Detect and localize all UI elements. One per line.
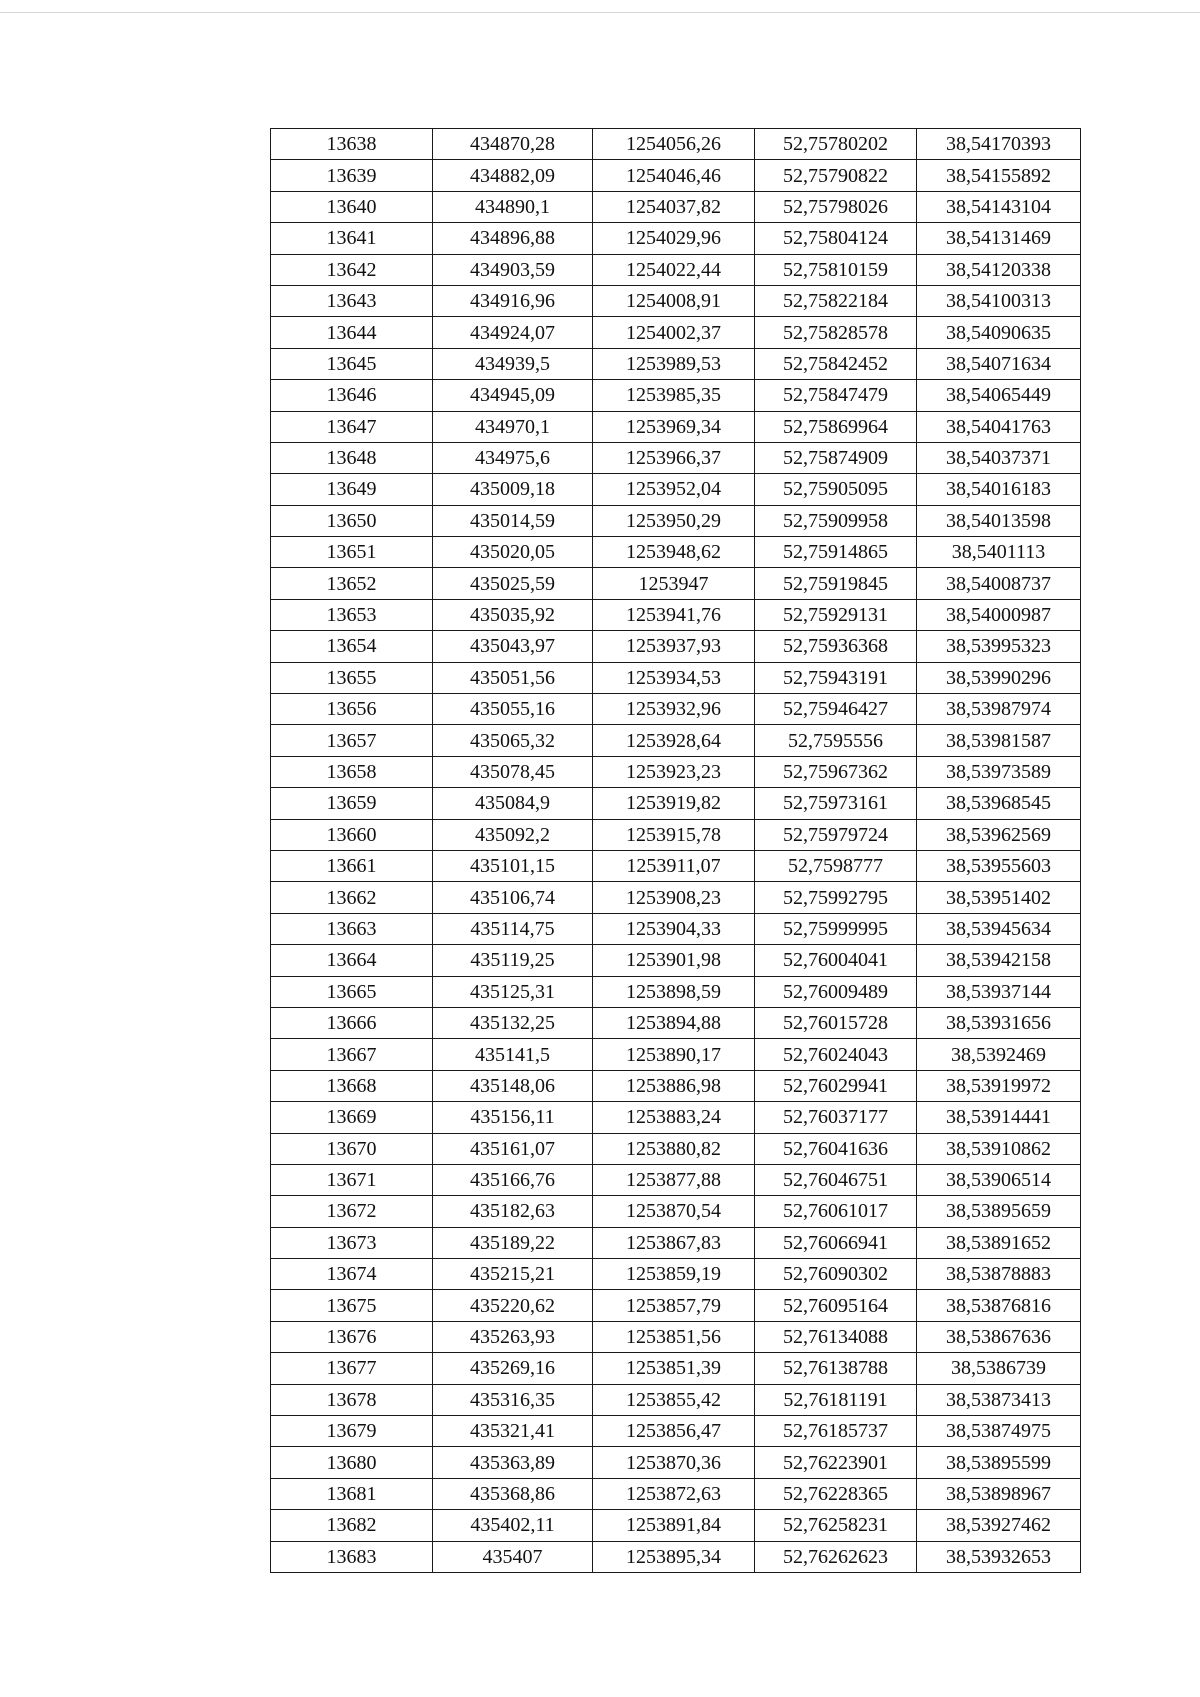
point-number-cell: 13680	[271, 1447, 433, 1478]
longitude-cell: 38,53895599	[917, 1447, 1081, 1478]
latitude-cell: 52,75914865	[755, 537, 917, 568]
y-coordinate-cell: 1253870,54	[593, 1196, 755, 1227]
point-number-cell: 13668	[271, 1070, 433, 1101]
table-row	[271, 1007, 1081, 1038]
x-coordinate-cell: 435263,93	[433, 1321, 593, 1352]
table-row	[271, 694, 1081, 725]
point-number-cell: 13653	[271, 599, 433, 630]
x-coordinate-cell: 435119,25	[433, 945, 593, 976]
point-number-cell: 13683	[271, 1541, 433, 1572]
longitude-cell: 38,54120338	[917, 254, 1081, 285]
point-number-cell: 13679	[271, 1416, 433, 1447]
table-row	[271, 756, 1081, 787]
x-coordinate-cell: 435402,11	[433, 1510, 593, 1541]
y-coordinate-cell: 1253856,47	[593, 1416, 755, 1447]
latitude-cell: 52,76262623	[755, 1541, 917, 1572]
x-coordinate-cell: 435114,75	[433, 913, 593, 944]
scan-edge-line	[0, 12, 1200, 13]
table-row	[271, 1196, 1081, 1227]
latitude-cell: 52,75798026	[755, 191, 917, 222]
table-row	[271, 913, 1081, 944]
longitude-cell: 38,54100313	[917, 285, 1081, 316]
coordinates-table-body	[271, 129, 1081, 1573]
x-coordinate-cell: 435141,5	[433, 1039, 593, 1070]
longitude-cell: 38,53981587	[917, 725, 1081, 756]
table-row	[271, 599, 1081, 630]
latitude-cell: 52,75810159	[755, 254, 917, 285]
y-coordinate-cell: 1253923,23	[593, 756, 755, 787]
table-row	[271, 662, 1081, 693]
x-coordinate-cell: 434970,1	[433, 411, 593, 442]
x-coordinate-cell: 435161,07	[433, 1133, 593, 1164]
latitude-cell: 52,75909958	[755, 505, 917, 536]
point-number-cell: 13672	[271, 1196, 433, 1227]
latitude-cell: 52,75936368	[755, 631, 917, 662]
y-coordinate-cell: 1254046,46	[593, 160, 755, 191]
x-coordinate-cell: 435189,22	[433, 1227, 593, 1258]
latitude-cell: 52,76228365	[755, 1478, 917, 1509]
table-row	[271, 1353, 1081, 1384]
latitude-cell: 52,76134088	[755, 1321, 917, 1352]
point-number-cell: 13655	[271, 662, 433, 693]
point-number-cell: 13646	[271, 380, 433, 411]
y-coordinate-cell: 1253901,98	[593, 945, 755, 976]
latitude-cell: 52,75929131	[755, 599, 917, 630]
y-coordinate-cell: 1253872,63	[593, 1478, 755, 1509]
latitude-cell: 52,75967362	[755, 756, 917, 787]
table-row	[271, 191, 1081, 222]
point-number-cell: 13675	[271, 1290, 433, 1321]
point-number-cell: 13647	[271, 411, 433, 442]
longitude-cell: 38,53910862	[917, 1133, 1081, 1164]
longitude-cell: 38,54131469	[917, 223, 1081, 254]
table-row	[271, 411, 1081, 442]
longitude-cell: 38,53990296	[917, 662, 1081, 693]
x-coordinate-cell: 434882,09	[433, 160, 593, 191]
latitude-cell: 52,75780202	[755, 129, 917, 160]
y-coordinate-cell: 1253989,53	[593, 348, 755, 379]
latitude-cell: 52,76185737	[755, 1416, 917, 1447]
table-row	[271, 1070, 1081, 1101]
x-coordinate-cell: 434903,59	[433, 254, 593, 285]
x-coordinate-cell: 434924,07	[433, 317, 593, 348]
y-coordinate-cell: 1254029,96	[593, 223, 755, 254]
point-number-cell: 13652	[271, 568, 433, 599]
longitude-cell: 38,54065449	[917, 380, 1081, 411]
latitude-cell: 52,75992795	[755, 882, 917, 913]
longitude-cell: 38,53942158	[917, 945, 1081, 976]
x-coordinate-cell: 435101,15	[433, 850, 593, 881]
table-row	[271, 1416, 1081, 1447]
table-row	[271, 1384, 1081, 1415]
point-number-cell: 13676	[271, 1321, 433, 1352]
table-row	[271, 537, 1081, 568]
longitude-cell: 38,53937144	[917, 976, 1081, 1007]
x-coordinate-cell: 435407	[433, 1541, 593, 1572]
x-coordinate-cell: 435078,45	[433, 756, 593, 787]
point-number-cell: 13650	[271, 505, 433, 536]
y-coordinate-cell: 1253928,64	[593, 725, 755, 756]
latitude-cell: 52,76024043	[755, 1039, 917, 1070]
y-coordinate-cell: 1254037,82	[593, 191, 755, 222]
x-coordinate-cell: 435316,35	[433, 1384, 593, 1415]
longitude-cell: 38,54008737	[917, 568, 1081, 599]
x-coordinate-cell: 434896,88	[433, 223, 593, 254]
latitude-cell: 52,76061017	[755, 1196, 917, 1227]
y-coordinate-cell: 1253886,98	[593, 1070, 755, 1101]
table-row	[271, 945, 1081, 976]
y-coordinate-cell: 1253919,82	[593, 788, 755, 819]
table-row	[271, 380, 1081, 411]
point-number-cell: 13673	[271, 1227, 433, 1258]
y-coordinate-cell: 1253883,24	[593, 1102, 755, 1133]
point-number-cell: 13645	[271, 348, 433, 379]
longitude-cell: 38,53914441	[917, 1102, 1081, 1133]
y-coordinate-cell: 1253857,79	[593, 1290, 755, 1321]
point-number-cell: 13640	[271, 191, 433, 222]
coordinates-table	[270, 128, 1081, 1573]
x-coordinate-cell: 435215,21	[433, 1259, 593, 1290]
y-coordinate-cell: 1253911,07	[593, 850, 755, 881]
y-coordinate-cell: 1253915,78	[593, 819, 755, 850]
latitude-cell: 52,75828578	[755, 317, 917, 348]
table-row	[271, 1133, 1081, 1164]
table-row	[271, 568, 1081, 599]
latitude-cell: 52,76029941	[755, 1070, 917, 1101]
table-row	[271, 882, 1081, 913]
latitude-cell: 52,75999995	[755, 913, 917, 944]
latitude-cell: 52,7598777	[755, 850, 917, 881]
point-number-cell: 13666	[271, 1007, 433, 1038]
latitude-cell: 52,75943191	[755, 662, 917, 693]
x-coordinate-cell: 434870,28	[433, 129, 593, 160]
longitude-cell: 38,53968545	[917, 788, 1081, 819]
point-number-cell: 13659	[271, 788, 433, 819]
longitude-cell: 38,53919972	[917, 1070, 1081, 1101]
point-number-cell: 13641	[271, 223, 433, 254]
longitude-cell: 38,54155892	[917, 160, 1081, 191]
longitude-cell: 38,54090635	[917, 317, 1081, 348]
table-row	[271, 1227, 1081, 1258]
latitude-cell: 52,75804124	[755, 223, 917, 254]
point-number-cell: 13654	[271, 631, 433, 662]
x-coordinate-cell: 435321,41	[433, 1416, 593, 1447]
latitude-cell: 52,75979724	[755, 819, 917, 850]
y-coordinate-cell: 1254002,37	[593, 317, 755, 348]
point-number-cell: 13662	[271, 882, 433, 913]
latitude-cell: 52,76041636	[755, 1133, 917, 1164]
longitude-cell: 38,53876816	[917, 1290, 1081, 1321]
point-number-cell: 13658	[271, 756, 433, 787]
x-coordinate-cell: 435065,32	[433, 725, 593, 756]
longitude-cell: 38,53951402	[917, 882, 1081, 913]
point-number-cell: 13651	[271, 537, 433, 568]
point-number-cell: 13670	[271, 1133, 433, 1164]
y-coordinate-cell: 1253948,62	[593, 537, 755, 568]
x-coordinate-cell: 435051,56	[433, 662, 593, 693]
longitude-cell: 38,53955603	[917, 850, 1081, 881]
table-row	[271, 725, 1081, 756]
longitude-cell: 38,53891652	[917, 1227, 1081, 1258]
table-row	[271, 160, 1081, 191]
longitude-cell: 38,53895659	[917, 1196, 1081, 1227]
x-coordinate-cell: 435148,06	[433, 1070, 593, 1101]
table-row	[271, 1321, 1081, 1352]
point-number-cell: 13667	[271, 1039, 433, 1070]
y-coordinate-cell: 1253969,34	[593, 411, 755, 442]
y-coordinate-cell: 1253890,17	[593, 1039, 755, 1070]
table-row	[271, 474, 1081, 505]
x-coordinate-cell: 435092,2	[433, 819, 593, 850]
table-row	[271, 631, 1081, 662]
point-number-cell: 13674	[271, 1259, 433, 1290]
latitude-cell: 52,75874909	[755, 442, 917, 473]
y-coordinate-cell: 1253966,37	[593, 442, 755, 473]
x-coordinate-cell: 434945,09	[433, 380, 593, 411]
table-row	[271, 1510, 1081, 1541]
table-row	[271, 1541, 1081, 1572]
y-coordinate-cell: 1254056,26	[593, 129, 755, 160]
latitude-cell: 52,76037177	[755, 1102, 917, 1133]
x-coordinate-cell: 434890,1	[433, 191, 593, 222]
table-row	[271, 317, 1081, 348]
latitude-cell: 52,76090302	[755, 1259, 917, 1290]
longitude-cell: 38,54037371	[917, 442, 1081, 473]
longitude-cell: 38,5386739	[917, 1353, 1081, 1384]
y-coordinate-cell: 1253932,96	[593, 694, 755, 725]
longitude-cell: 38,53898967	[917, 1478, 1081, 1509]
point-number-cell: 13664	[271, 945, 433, 976]
y-coordinate-cell: 1253891,84	[593, 1510, 755, 1541]
y-coordinate-cell: 1253904,33	[593, 913, 755, 944]
y-coordinate-cell: 1253937,93	[593, 631, 755, 662]
latitude-cell: 52,7595556	[755, 725, 917, 756]
point-number-cell: 13660	[271, 819, 433, 850]
longitude-cell: 38,53873413	[917, 1384, 1081, 1415]
longitude-cell: 38,5392469	[917, 1039, 1081, 1070]
x-coordinate-cell: 435084,9	[433, 788, 593, 819]
x-coordinate-cell: 435009,18	[433, 474, 593, 505]
table-row	[271, 254, 1081, 285]
latitude-cell: 52,76066941	[755, 1227, 917, 1258]
table-row	[271, 129, 1081, 160]
y-coordinate-cell: 1253859,19	[593, 1259, 755, 1290]
latitude-cell: 52,75946427	[755, 694, 917, 725]
table-row	[271, 505, 1081, 536]
x-coordinate-cell: 435220,62	[433, 1290, 593, 1321]
table-row	[271, 1259, 1081, 1290]
longitude-cell: 38,5401113	[917, 537, 1081, 568]
longitude-cell: 38,53995323	[917, 631, 1081, 662]
point-number-cell: 13657	[271, 725, 433, 756]
longitude-cell: 38,53878883	[917, 1259, 1081, 1290]
latitude-cell: 52,76095164	[755, 1290, 917, 1321]
latitude-cell: 52,75973161	[755, 788, 917, 819]
x-coordinate-cell: 435363,89	[433, 1447, 593, 1478]
x-coordinate-cell: 435014,59	[433, 505, 593, 536]
latitude-cell: 52,76004041	[755, 945, 917, 976]
latitude-cell: 52,76015728	[755, 1007, 917, 1038]
point-number-cell: 13682	[271, 1510, 433, 1541]
point-number-cell: 13678	[271, 1384, 433, 1415]
x-coordinate-cell: 435025,59	[433, 568, 593, 599]
longitude-cell: 38,54071634	[917, 348, 1081, 379]
latitude-cell: 52,76223901	[755, 1447, 917, 1478]
y-coordinate-cell: 1254008,91	[593, 285, 755, 316]
longitude-cell: 38,54013598	[917, 505, 1081, 536]
x-coordinate-cell: 435106,74	[433, 882, 593, 913]
x-coordinate-cell: 435166,76	[433, 1164, 593, 1195]
table-row	[271, 1164, 1081, 1195]
y-coordinate-cell: 1253985,35	[593, 380, 755, 411]
latitude-cell: 52,76138788	[755, 1353, 917, 1384]
longitude-cell: 38,54170393	[917, 129, 1081, 160]
table-row	[271, 285, 1081, 316]
y-coordinate-cell: 1253952,04	[593, 474, 755, 505]
x-coordinate-cell: 435020,05	[433, 537, 593, 568]
table-row	[271, 850, 1081, 881]
longitude-cell: 38,53973589	[917, 756, 1081, 787]
y-coordinate-cell: 1253877,88	[593, 1164, 755, 1195]
y-coordinate-cell: 1253934,53	[593, 662, 755, 693]
x-coordinate-cell: 434939,5	[433, 348, 593, 379]
y-coordinate-cell: 1253908,23	[593, 882, 755, 913]
point-number-cell: 13643	[271, 285, 433, 316]
table-row	[271, 976, 1081, 1007]
point-number-cell: 13642	[271, 254, 433, 285]
y-coordinate-cell: 1253851,39	[593, 1353, 755, 1384]
point-number-cell: 13649	[271, 474, 433, 505]
table-row	[271, 1290, 1081, 1321]
longitude-cell: 38,53867636	[917, 1321, 1081, 1352]
x-coordinate-cell: 435182,63	[433, 1196, 593, 1227]
y-coordinate-cell: 1253950,29	[593, 505, 755, 536]
longitude-cell: 38,53962569	[917, 819, 1081, 850]
longitude-cell: 38,54041763	[917, 411, 1081, 442]
y-coordinate-cell: 1253895,34	[593, 1541, 755, 1572]
y-coordinate-cell: 1253855,42	[593, 1384, 755, 1415]
y-coordinate-cell: 1253880,82	[593, 1133, 755, 1164]
point-number-cell: 13639	[271, 160, 433, 191]
table-row	[271, 1447, 1081, 1478]
latitude-cell: 52,75847479	[755, 380, 917, 411]
longitude-cell: 38,53932653	[917, 1541, 1081, 1572]
table-row	[271, 819, 1081, 850]
latitude-cell: 52,76181191	[755, 1384, 917, 1415]
longitude-cell: 38,54143104	[917, 191, 1081, 222]
latitude-cell: 52,75790822	[755, 160, 917, 191]
x-coordinate-cell: 435368,86	[433, 1478, 593, 1509]
x-coordinate-cell: 435156,11	[433, 1102, 593, 1133]
point-number-cell: 13656	[271, 694, 433, 725]
y-coordinate-cell: 1253898,59	[593, 976, 755, 1007]
point-number-cell: 13669	[271, 1102, 433, 1133]
longitude-cell: 38,53987974	[917, 694, 1081, 725]
point-number-cell: 13671	[271, 1164, 433, 1195]
x-coordinate-cell: 435055,16	[433, 694, 593, 725]
point-number-cell: 13677	[271, 1353, 433, 1384]
y-coordinate-cell: 1254022,44	[593, 254, 755, 285]
y-coordinate-cell: 1253867,83	[593, 1227, 755, 1258]
longitude-cell: 38,53927462	[917, 1510, 1081, 1541]
latitude-cell: 52,75905095	[755, 474, 917, 505]
longitude-cell: 38,54000987	[917, 599, 1081, 630]
table-row	[271, 1102, 1081, 1133]
y-coordinate-cell: 1253947	[593, 568, 755, 599]
x-coordinate-cell: 434975,6	[433, 442, 593, 473]
x-coordinate-cell: 435269,16	[433, 1353, 593, 1384]
latitude-cell: 52,75919845	[755, 568, 917, 599]
y-coordinate-cell: 1253851,56	[593, 1321, 755, 1352]
latitude-cell: 52,76009489	[755, 976, 917, 1007]
x-coordinate-cell: 435043,97	[433, 631, 593, 662]
longitude-cell: 38,53906514	[917, 1164, 1081, 1195]
y-coordinate-cell: 1253894,88	[593, 1007, 755, 1038]
point-number-cell: 13648	[271, 442, 433, 473]
point-number-cell: 13661	[271, 850, 433, 881]
x-coordinate-cell: 435035,92	[433, 599, 593, 630]
longitude-cell: 38,53931656	[917, 1007, 1081, 1038]
y-coordinate-cell: 1253941,76	[593, 599, 755, 630]
point-number-cell: 13638	[271, 129, 433, 160]
table-row	[271, 788, 1081, 819]
table-row	[271, 223, 1081, 254]
point-number-cell: 13663	[271, 913, 433, 944]
y-coordinate-cell: 1253870,36	[593, 1447, 755, 1478]
table-row	[271, 442, 1081, 473]
point-number-cell: 13681	[271, 1478, 433, 1509]
table-row	[271, 1039, 1081, 1070]
latitude-cell: 52,75869964	[755, 411, 917, 442]
table-row	[271, 348, 1081, 379]
x-coordinate-cell: 434916,96	[433, 285, 593, 316]
latitude-cell: 52,76046751	[755, 1164, 917, 1195]
table-row	[271, 1478, 1081, 1509]
x-coordinate-cell: 435132,25	[433, 1007, 593, 1038]
point-number-cell: 13665	[271, 976, 433, 1007]
latitude-cell: 52,75842452	[755, 348, 917, 379]
point-number-cell: 13644	[271, 317, 433, 348]
longitude-cell: 38,53945634	[917, 913, 1081, 944]
longitude-cell: 38,54016183	[917, 474, 1081, 505]
x-coordinate-cell: 435125,31	[433, 976, 593, 1007]
latitude-cell: 52,75822184	[755, 285, 917, 316]
latitude-cell: 52,76258231	[755, 1510, 917, 1541]
longitude-cell: 38,53874975	[917, 1416, 1081, 1447]
